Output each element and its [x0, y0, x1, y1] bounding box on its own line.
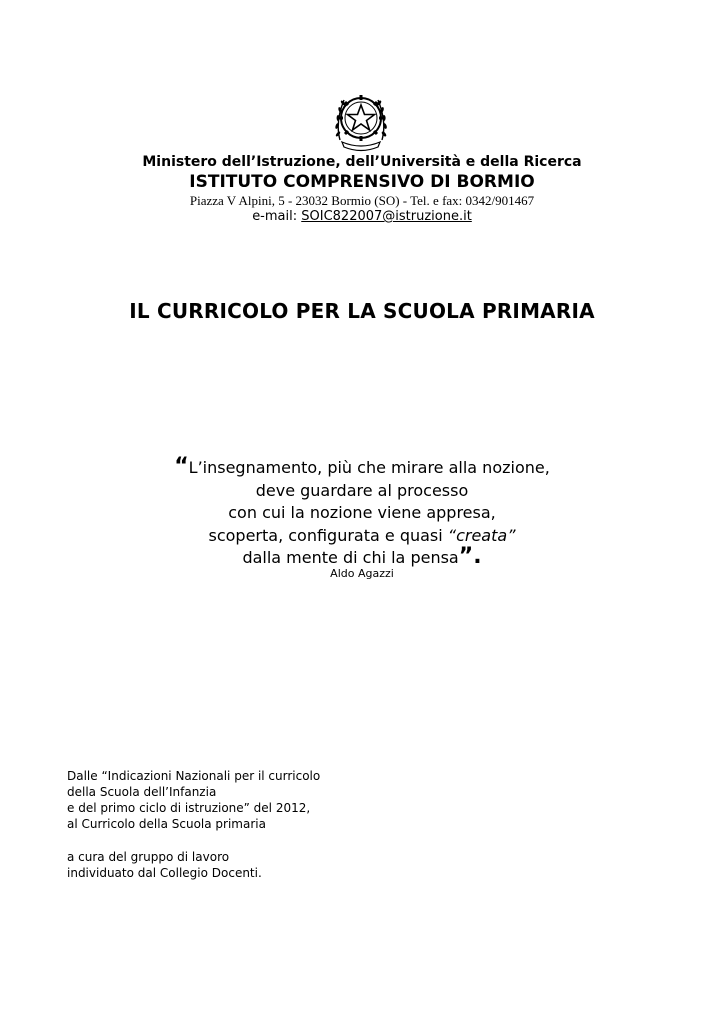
credits-note: [67, 849, 262, 881]
ministry-name: Ministero dell’Istruzione, dell’Università e della Ricerca: [142, 154, 582, 170]
quote-author: Aldo Agazzi: [330, 567, 394, 580]
quote-line-1: “L’insegnamento, più che mirare alla nozione,: [174, 454, 550, 479]
credits-line-2: individuato dal Collegio Docenti.: [67, 866, 262, 880]
source-line-4: al Curricolo della Scuola primaria: [67, 817, 266, 831]
quote-italic-word: “creata”: [447, 525, 516, 545]
source-line-1: Dalle “Indicazioni Nazionali per il curricolo: [67, 769, 321, 783]
credits-line-1: a cura del gruppo di lavoro: [67, 850, 230, 864]
document-title: IL CURRICOLO PER LA SCUOLA PRIMARIA: [129, 299, 595, 323]
source-note: [67, 768, 320, 832]
source-line-2: della Scuola dell’Infanzia: [67, 785, 217, 799]
quote-open-mark: “: [174, 454, 189, 479]
source-line-3: e del primo ciclo di istruzione” del 2012,: [67, 801, 311, 815]
email-label: e-mail:: [252, 209, 302, 224]
quote-line-2: deve guardare al processo: [255, 480, 469, 500]
quote-block: [0, 454, 724, 570]
quote-close-mark: ”.: [458, 544, 482, 569]
quote-line-3: con cui la nozione viene appresa,: [228, 503, 496, 522]
email-line: [0, 209, 724, 224]
email-link[interactable]: SOIC822007@istruzione.it: [301, 209, 472, 224]
quote-line-4: scoperta, configurata e quasi “creata”: [208, 525, 516, 545]
school-address: Piazza V Alpini, 5 - 23032 Bormio (SO) - Tel. e fax: 0342/901467: [189, 193, 535, 208]
school-name: ISTITUTO COMPRENSIVO DI BORMIO: [189, 172, 535, 192]
italian-republic-emblem-icon: [332, 90, 390, 152]
quote-line-5: dalla mente di chi la pensa”.: [242, 544, 482, 569]
